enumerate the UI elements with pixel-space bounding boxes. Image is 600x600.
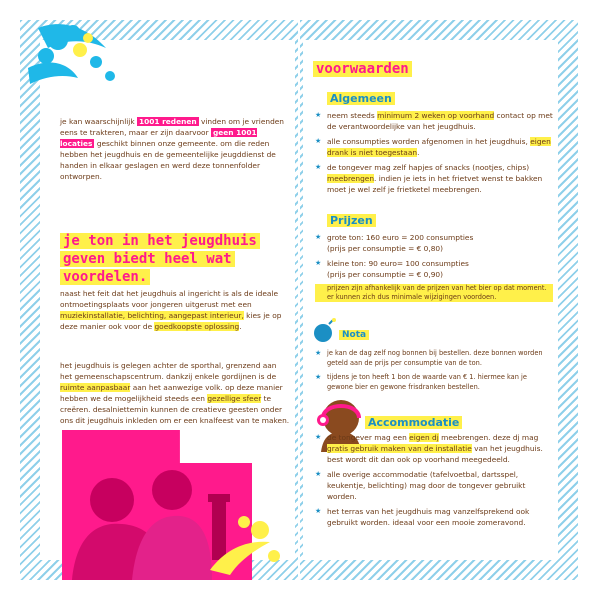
list-item: ★ de tongever mag zelf hapjes of snacks (nootjes, chips) meebrengen. indien je iets in het frietvet wenst te bakken moet je wel zelf je frietketel meebrengen.: [315, 162, 553, 195]
list-item: ★ alle consumpties worden afgenomen in het jeugdhuis, eigen drank is niet toegestaan.: [315, 136, 553, 158]
folder-spread: [20, 20, 578, 580]
left-title: je ton in het jeugdhuis geven biedt heel wat voordelen.: [60, 232, 260, 286]
heading-prijzen: Prijzen: [327, 214, 376, 227]
list-item: ★ neem steeds minimum 2 weken op voorhand contact op met de verantwoordelijke van het jeugdhuis.: [315, 110, 553, 132]
right-page: [303, 40, 558, 560]
nota-list: [315, 348, 553, 396]
heading-accommodatie: Accommodatie: [365, 416, 462, 429]
list-item: ★ grote ton: 160 euro = 200 consumpties (prijs per consumptie = € 0,80): [315, 232, 553, 254]
intro-paragraph: je kan waarschijnlijk 1001 redenen vinden om je vrienden eens te trakteren, maar er zijn daarvoor geen 1001 locaties geschikt binnen onze gemeente. om die reden hebben het jeugdhuis en de gemeentelijke jeugddienst de handen in elkaar geslagen en werd deze tonnenfolder ontworpen.: [60, 117, 284, 181]
heading-algemeen: Algemeen: [327, 92, 395, 105]
prijzen-list: [315, 232, 553, 302]
left-paragraph-2: het jeugdhuis is gelegen achter de sporthal, grenzend aan het gemeenschapscentrum. dankzij enkele gordijnen is de ruimte aanpasbaar aan het aanwezige volk. op deze manier hebben we de mogelijkheid steeds een gezellige sfeer te creëren. desalniettemin kunnen de creatieve geesten onder ons dit jeugdhuis inkleden om er een knalfeest van te maken.: [60, 361, 290, 425]
accommodatie-list: [315, 432, 553, 532]
list-item: ★ kleine ton: 90 euro= 100 consumpties (prijs per consumptie = € 0,90): [315, 258, 553, 280]
list-item: ★ het terras van het jeugdhuis mag vanzelfsprekend ook gebruikt worden. ideaal voor een mooie zomeravond.: [315, 506, 553, 528]
gutter: [298, 20, 300, 580]
flower-ornament-icon: [18, 18, 138, 108]
list-item: ★ tijdens je ton heeft 1 bon de waarde van € 1. hiermee kan je gewone bier en gewone frisdranken bestellen.: [315, 372, 553, 392]
left-page: [40, 40, 295, 560]
yellow-flower-icon: [200, 500, 290, 580]
price-note: prijzen zijn afhankelijk van de prijzen van het bier op dat moment. er kunnen zich dus minimale wijzigingen voordoen.: [315, 284, 553, 302]
list-item: ★ alle overige accommodatie (tafelvoetbal, dartsspel, keukentje, belichting) mag door de tongever gebruikt worden.: [315, 469, 553, 502]
heading-nota: Nota: [339, 330, 369, 340]
left-paragraph-1: naast het feit dat het jeugdhuis al ingericht is als de ideale ontmoetingsplaats voor jongeren uitgerust met een muziekinstallatie, belichting, aangepast interieur, kies je op deze manier ook voor de goedkoopste oplossing.: [60, 289, 282, 331]
bomb-icon: [311, 318, 337, 344]
conditions-title: voorwaarden: [313, 60, 412, 78]
list-item: ★ de tongever mag een eigen dj meebrengen. deze dj mag gratis gebruik maken van de installatie van het jeugdhuis. best wordt dit dan ook op voorhand meegedeeld.: [315, 432, 553, 465]
list-item: ★ je kan de dag zelf nog bonnen bij bestellen. deze bonnen worden geteld aan de prijs per consumptie van de ton.: [315, 348, 553, 368]
algemeen-list: [315, 110, 553, 199]
